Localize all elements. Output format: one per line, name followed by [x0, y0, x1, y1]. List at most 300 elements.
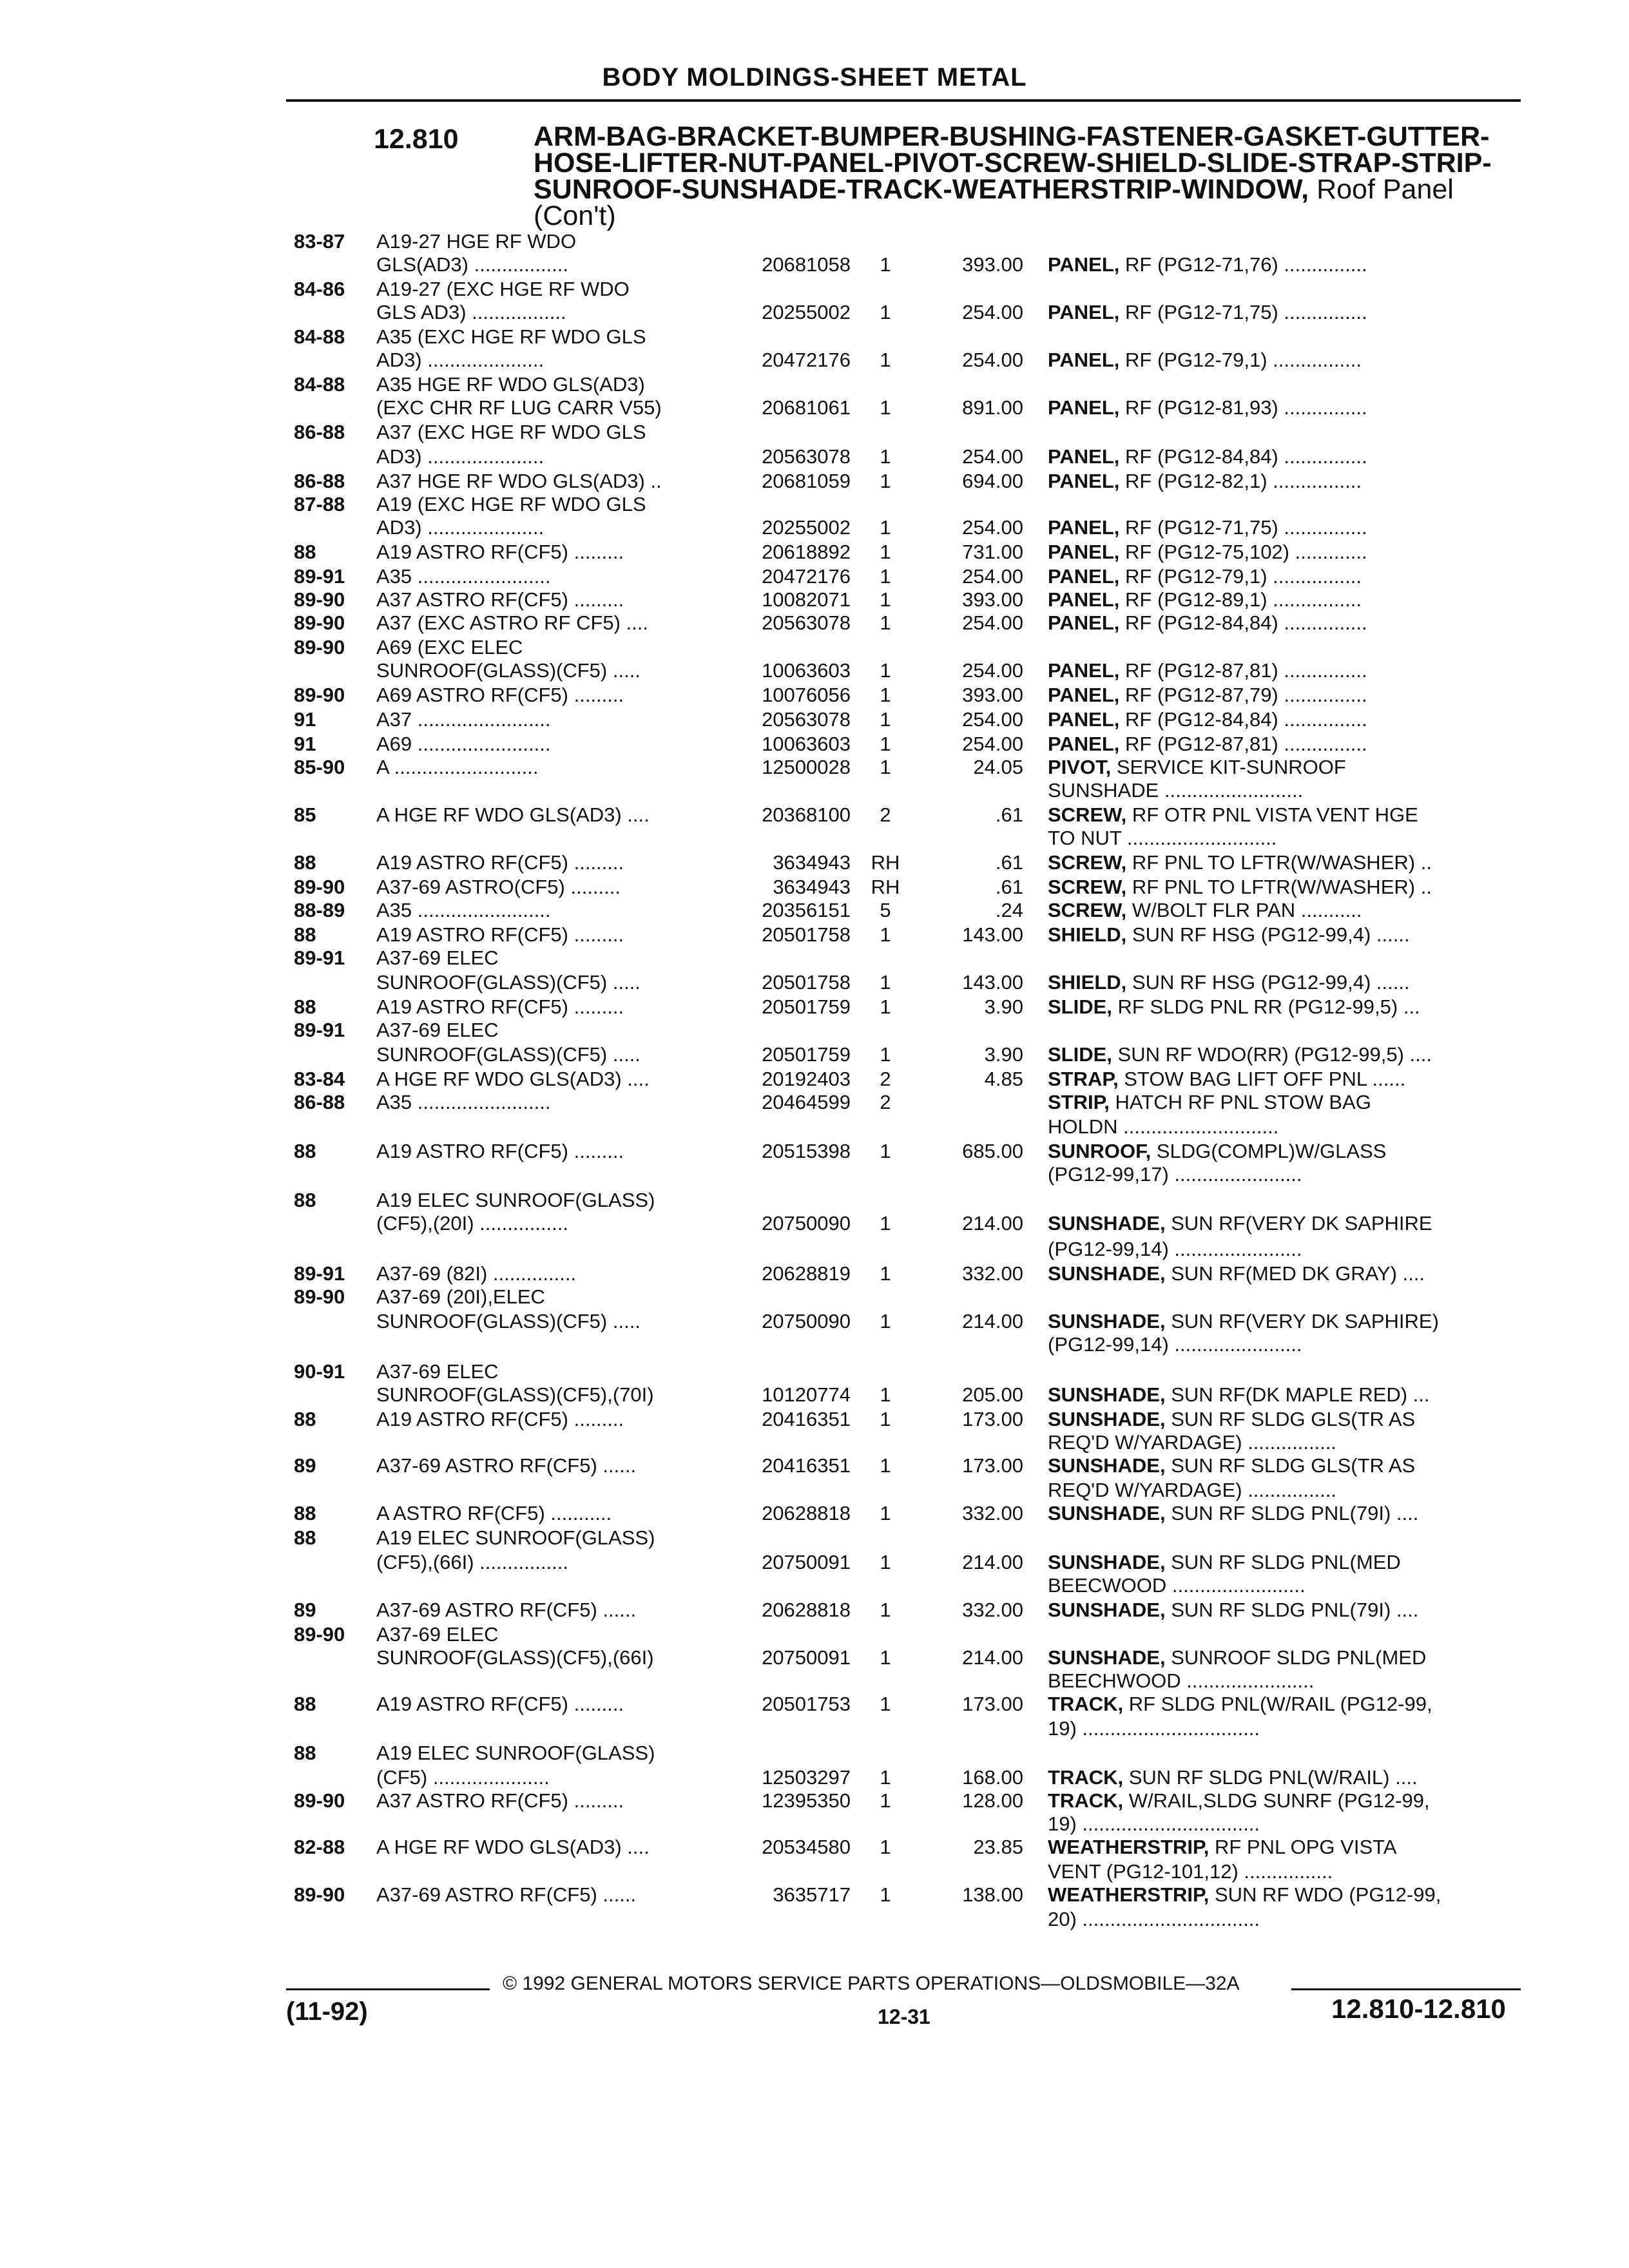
part-number: 20501759	[762, 1043, 851, 1066]
quantity: 1	[880, 470, 891, 492]
table-row	[0, 1067, 1629, 1091]
application: A37-69 ELEC	[376, 1019, 499, 1041]
part-number: 20501753	[762, 1693, 851, 1715]
table-row	[0, 1188, 1629, 1213]
table-row	[0, 1526, 1629, 1550]
description: SUNSHADE, SUN RF SLDG GLS(TR AS	[1048, 1454, 1416, 1477]
application: A ASTRO RF(CF5) ...........	[376, 1502, 612, 1524]
model-year: 85-90	[294, 756, 345, 778]
table-row	[0, 277, 1629, 302]
quantity: 5	[880, 899, 891, 921]
table-row	[0, 923, 1629, 947]
application: SUNROOF(GLASS)(CF5) .....	[376, 659, 641, 682]
model-year: 89-91	[294, 565, 345, 588]
table-row	[0, 1162, 1629, 1187]
footer-date: (11-92)	[286, 1997, 368, 2026]
table-row	[0, 778, 1629, 803]
application: A35 HGE RF WDO GLS(AD3)	[376, 373, 645, 396]
application: A37-69 ELEC	[376, 947, 499, 969]
application: (CF5) .....................	[376, 1766, 550, 1789]
price: 214.00	[962, 1646, 1023, 1669]
application: GLS(AD3) .................	[376, 253, 569, 276]
footer-section-range: 12.810-12.810	[1331, 1994, 1506, 2024]
model-year: 88-89	[294, 899, 345, 921]
table-row	[0, 300, 1629, 325]
table-row	[0, 1501, 1629, 1526]
description: PANEL, RF (PG12-84,84) ...............	[1048, 445, 1367, 468]
part-number: 20628818	[762, 1502, 851, 1524]
price: 138.00	[962, 1883, 1023, 1906]
price: 254.00	[962, 565, 1023, 588]
quantity: 1	[880, 971, 891, 994]
model-year: 89	[294, 1454, 316, 1477]
model-year: 85	[294, 803, 316, 826]
quantity: 1	[880, 1693, 891, 1715]
price: .61	[995, 803, 1023, 826]
part-number: 20750091	[762, 1551, 851, 1573]
application: A35 ........................	[376, 899, 551, 921]
price: 24.05	[973, 756, 1023, 778]
description: SUNSHADE, SUN RF SLDG PNL(79I) ....	[1048, 1502, 1419, 1524]
page-title: BODY MOLDINGS-SHEET METAL	[602, 63, 1027, 91]
model-year: 82-88	[294, 1836, 345, 1858]
price: .61	[995, 851, 1023, 874]
part-number: 20501758	[762, 923, 851, 946]
description: 19) ................................	[1048, 1812, 1260, 1835]
price: 393.00	[962, 253, 1023, 276]
table-row	[0, 492, 1629, 517]
table-row	[0, 970, 1629, 995]
description: 20) ................................	[1048, 1908, 1260, 1930]
part-number: 20750090	[762, 1310, 851, 1332]
table-row	[0, 1139, 1629, 1164]
table-row	[0, 445, 1629, 469]
quantity: 1	[880, 516, 891, 539]
price: 3.90	[984, 995, 1023, 1018]
application: A19-27 (EXC HGE RF WDO	[376, 278, 630, 300]
price: 254.00	[962, 445, 1023, 468]
price: 254.00	[962, 733, 1023, 755]
part-number: 20368100	[762, 803, 851, 826]
header-rule	[286, 99, 1521, 102]
table-row	[0, 469, 1629, 494]
footer-rule-right	[1291, 1988, 1521, 1990]
price: .61	[995, 876, 1023, 898]
application: A69 (EXC ELEC	[376, 636, 523, 658]
price: 214.00	[962, 1212, 1023, 1235]
model-year: 88	[294, 1693, 316, 1715]
description: PANEL, RF (PG12-71,76) ...............	[1048, 253, 1367, 276]
description: PANEL, RF (PG12-89,1) ................	[1048, 588, 1362, 611]
application: A ..........................	[376, 756, 539, 778]
price: .24	[995, 899, 1023, 921]
section-number: 12.810	[374, 124, 459, 155]
table-row	[0, 1669, 1629, 1693]
model-year: 88	[294, 995, 316, 1018]
application: A19 ELEC SUNROOF(GLASS)	[376, 1742, 655, 1764]
table-row	[0, 826, 1629, 850]
table-row	[0, 1430, 1629, 1455]
part-number: 3634943	[773, 876, 851, 898]
description: PANEL, RF (PG12-81,93) ...............	[1048, 396, 1367, 419]
quantity: 1	[880, 1140, 891, 1162]
part-number: 20501758	[762, 971, 851, 994]
table-row	[0, 540, 1629, 564]
description: PANEL, RF (PG12-79,1) ................	[1048, 349, 1362, 371]
quantity: 1	[880, 396, 891, 419]
part-number: 20681058	[762, 253, 851, 276]
table-row	[0, 803, 1629, 827]
model-year: 89-90	[294, 1883, 345, 1906]
table-row	[0, 564, 1629, 589]
section-heading-text: ARM-BAG-BRACKET-BUMPER-BUSHING-FASTENER-GASKET-GUTTER-HOSE-LIFTER-NUT-PANEL-PIVOT-SCREW-SHIELD-SLIDE-STRAP-STRIP-SUNROOF-SUNSHADE-TRACK-WEATHERSTRIP-WINDOW,	[534, 121, 1492, 205]
quantity: 1	[880, 301, 891, 323]
application: A19 ASTRO RF(CF5) .........	[376, 923, 624, 946]
application: A19 ASTRO RF(CF5) .........	[376, 1408, 624, 1430]
description: SUNROOF, SLDG(COMPL)W/GLASS	[1048, 1140, 1387, 1162]
price: 4.85	[984, 1068, 1023, 1090]
table-row	[0, 1598, 1629, 1622]
model-year: 84-86	[294, 278, 345, 300]
application: A19 ASTRO RF(CF5) .........	[376, 1140, 624, 1162]
quantity: 1	[880, 1599, 891, 1621]
table-row	[0, 946, 1629, 970]
part-number: 20192403	[762, 1068, 851, 1090]
table-row	[0, 1407, 1629, 1432]
model-year: 88	[294, 1140, 316, 1162]
price: 731.00	[962, 541, 1023, 563]
part-number: 20472176	[762, 565, 851, 588]
application: A37-69 (82I) ...............	[376, 1262, 577, 1285]
quantity: 1	[880, 1766, 891, 1789]
price: 128.00	[962, 1789, 1023, 1812]
price: 254.00	[962, 708, 1023, 731]
application: AD3) .....................	[376, 445, 545, 468]
application: A69 ........................	[376, 733, 551, 755]
part-number: 20534580	[762, 1836, 851, 1858]
quantity: 1	[880, 445, 891, 468]
quantity: 1	[880, 1383, 891, 1406]
model-year: 84-88	[294, 373, 345, 396]
part-number: 20416351	[762, 1454, 851, 1477]
description: PANEL, RF (PG12-84,84) ...............	[1048, 611, 1367, 634]
part-number: 20750090	[762, 1212, 851, 1235]
description: TO NUT ...........................	[1048, 827, 1277, 849]
application: AD3) .....................	[376, 516, 545, 539]
model-year: 89-90	[294, 1789, 345, 1812]
model-year: 86-88	[294, 1091, 345, 1113]
description: STRAP, STOW BAG LIFT OFF PNL ......	[1048, 1068, 1406, 1090]
quantity: 1	[880, 565, 891, 588]
description: PANEL, RF (PG12-87,79) ...............	[1048, 684, 1367, 706]
quantity: 1	[880, 1454, 891, 1477]
table-row	[0, 707, 1629, 732]
quantity: 2	[880, 1091, 891, 1113]
application: A37-69 ELEC	[376, 1360, 499, 1383]
application: SUNROOF(GLASS)(CF5) .....	[376, 971, 641, 994]
description: PANEL, RF (PG12-71,75) ...............	[1048, 516, 1367, 539]
quantity: 1	[880, 611, 891, 634]
description: SCREW, RF PNL TO LFTR(W/WASHER) ..	[1048, 876, 1432, 898]
description: REQ'D W/YARDAGE) ................	[1048, 1479, 1337, 1501]
model-year: 83-84	[294, 1068, 345, 1090]
footer-rule-left	[286, 1988, 490, 1990]
part-number: 10063603	[762, 733, 851, 755]
part-number: 12395350	[762, 1789, 851, 1812]
table-row	[0, 1043, 1629, 1067]
application: A19 ELEC SUNROOF(GLASS)	[376, 1526, 655, 1549]
model-year: 89-90	[294, 588, 345, 611]
price: 23.85	[973, 1836, 1023, 1858]
part-number: 20472176	[762, 349, 851, 371]
price: 143.00	[962, 971, 1023, 994]
model-year: 88	[294, 1526, 316, 1549]
application: A37 ASTRO RF(CF5) .........	[376, 588, 624, 611]
quantity: 1	[880, 1646, 891, 1669]
footer-copyright: © 1992 GENERAL MOTORS SERVICE PARTS OPERATIONS—OLDSMOBILE—32A	[503, 1973, 1240, 1994]
model-year: 88	[294, 1189, 316, 1211]
application: (CF5),(20I) ................	[376, 1212, 568, 1235]
table-row	[0, 1237, 1629, 1262]
description: PANEL, RF (PG12-82,1) ................	[1048, 470, 1362, 492]
price: 694.00	[962, 470, 1023, 492]
description: PANEL, RF (PG12-84,84) ...............	[1048, 708, 1367, 731]
model-year: 88	[294, 1502, 316, 1524]
part-number: 12503297	[762, 1766, 851, 1789]
table-row	[0, 1622, 1629, 1647]
table-row	[0, 658, 1629, 683]
application: A37 (EXC HGE RF WDO GLS	[376, 421, 646, 443]
table-row	[0, 1646, 1629, 1670]
table-row	[0, 1765, 1629, 1790]
quantity: 1	[880, 995, 891, 1018]
description: SCREW, RF OTR PNL VISTA VENT HGE	[1048, 803, 1418, 826]
description: PANEL, RF (PG12-87,81) ...............	[1048, 659, 1367, 682]
table-row	[0, 1716, 1629, 1741]
application: A19 ASTRO RF(CF5) .........	[376, 541, 624, 563]
description: (PG12-99,17) .......................	[1048, 1163, 1302, 1186]
model-year: 88	[294, 923, 316, 946]
description: HOLDN ............................	[1048, 1115, 1279, 1138]
application: GLS AD3) .................	[376, 301, 566, 323]
part-number: 20515398	[762, 1140, 851, 1162]
application: A35 ........................	[376, 565, 551, 588]
application: A19 ASTRO RF(CF5) .........	[376, 1693, 624, 1715]
table-row	[0, 1478, 1629, 1503]
quantity: 1	[880, 1836, 891, 1858]
price: 685.00	[962, 1140, 1023, 1162]
quantity: 1	[880, 1408, 891, 1430]
table-row	[0, 755, 1629, 780]
table-row	[0, 396, 1629, 420]
quantity: 1	[880, 1551, 891, 1573]
table-row	[0, 875, 1629, 899]
description: SUNSHADE, SUN RF SLDG GLS(TR AS	[1048, 1408, 1416, 1430]
part-number: 10076056	[762, 684, 851, 706]
part-number: 10063603	[762, 659, 851, 682]
quantity: 1	[880, 708, 891, 731]
part-number: 20464599	[762, 1091, 851, 1113]
application: A37-69 (20I),ELEC	[376, 1285, 545, 1308]
price: 254.00	[962, 659, 1023, 682]
application: SUNROOF(GLASS)(CF5) .....	[376, 1310, 641, 1332]
table-row	[0, 1285, 1629, 1309]
price: 332.00	[962, 1262, 1023, 1285]
description: PANEL, RF (PG12-75,102) .............	[1048, 541, 1367, 563]
quantity: 2	[880, 803, 891, 826]
quantity: 1	[880, 756, 891, 778]
quantity: RH	[871, 851, 900, 874]
quantity: RH	[871, 876, 900, 898]
price: 254.00	[962, 349, 1023, 371]
application: A37-69 ASTRO(CF5) .........	[376, 876, 621, 898]
part-number: 3634943	[773, 851, 851, 874]
application: A HGE RF WDO GLS(AD3) ....	[376, 1836, 650, 1858]
table-row	[0, 611, 1629, 635]
description: SUNSHADE, SUN RF SLDG PNL(79I) ....	[1048, 1599, 1419, 1621]
model-year: 86-88	[294, 470, 345, 492]
table-row	[0, 1090, 1629, 1115]
table-row	[0, 515, 1629, 540]
price: 254.00	[962, 516, 1023, 539]
table-row	[0, 1360, 1629, 1384]
table-row	[0, 1383, 1629, 1407]
application: A37 HGE RF WDO GLS(AD3) ..	[376, 470, 662, 492]
quantity: 1	[880, 1883, 891, 1906]
part-number: 20628819	[762, 1262, 851, 1285]
application: SUNROOF(GLASS)(CF5) .....	[376, 1043, 641, 1066]
footer-page-number: 12-31	[878, 2005, 930, 2028]
part-number: 20416351	[762, 1408, 851, 1430]
price: 214.00	[962, 1310, 1023, 1332]
part-number: 20563078	[762, 611, 851, 634]
table-row	[0, 898, 1629, 923]
quantity: 1	[880, 1212, 891, 1235]
model-year: 89-90	[294, 1285, 345, 1308]
part-number: 20618892	[762, 541, 851, 563]
price: 214.00	[962, 1551, 1023, 1573]
application: A19 (EXC HGE RF WDO GLS	[376, 493, 646, 515]
section-heading-suffix: Roof Panel (Con't)	[534, 174, 1454, 231]
description: SLIDE, RF SLDG PNL RR (PG12-99,5) ...	[1048, 995, 1420, 1018]
price: 254.00	[962, 301, 1023, 323]
section-heading	[534, 121, 1513, 231]
price: 3.90	[984, 1043, 1023, 1066]
part-number: 20255002	[762, 516, 851, 539]
table-row	[0, 1883, 1629, 1907]
quantity: 1	[880, 588, 891, 611]
application: A19 ASTRO RF(CF5) .........	[376, 995, 624, 1018]
description: STRIP, HATCH RF PNL STOW BAG	[1048, 1091, 1371, 1113]
model-year: 86-88	[294, 421, 345, 443]
table-row	[0, 325, 1629, 349]
model-year: 83-87	[294, 230, 345, 253]
table-row	[0, 588, 1629, 612]
table-row	[0, 372, 1629, 397]
table-row	[0, 1789, 1629, 1813]
price: 173.00	[962, 1408, 1023, 1430]
application: A37-69 ASTRO RF(CF5) ......	[376, 1454, 637, 1477]
quantity: 1	[880, 1043, 891, 1066]
part-number: 20681061	[762, 396, 851, 419]
application: SUNROOF(GLASS)(CF5),(66I)	[376, 1646, 654, 1669]
quantity: 1	[880, 349, 891, 371]
application: A19-27 HGE RF WDO	[376, 230, 577, 253]
description: SHIELD, SUN RF HSG (PG12-99,4) ......	[1048, 971, 1410, 994]
application: A37 ASTRO RF(CF5) .........	[376, 1789, 624, 1812]
description: TRACK, W/RAIL,SLDG SUNRF (PG12-99,	[1048, 1789, 1430, 1812]
table-row	[0, 1573, 1629, 1598]
price: 332.00	[962, 1599, 1023, 1621]
description: SUNSHADE, SUN RF SLDG PNL(MED	[1048, 1551, 1401, 1573]
part-number: 20356151	[762, 899, 851, 921]
model-year: 91	[294, 708, 316, 731]
application: A37 ........................	[376, 708, 551, 731]
description: VENT (PG12-101,12) ................	[1048, 1860, 1333, 1883]
description: SUNSHADE, SUN RF(VERY DK SAPHIRE)	[1048, 1310, 1439, 1332]
quantity: 1	[880, 1262, 891, 1285]
model-year: 87-88	[294, 493, 345, 515]
table-row	[0, 229, 1629, 254]
model-year: 89-90	[294, 1623, 345, 1646]
description: (PG12-99,14) .......................	[1048, 1333, 1302, 1356]
table-row	[0, 1211, 1629, 1236]
description: 19) ................................	[1048, 1717, 1260, 1740]
model-year: 89-91	[294, 1262, 345, 1285]
table-row	[0, 850, 1629, 875]
application: SUNROOF(GLASS)(CF5),(70I)	[376, 1383, 654, 1406]
description: WEATHERSTRIP, RF PNL OPG VISTA	[1048, 1836, 1397, 1858]
quantity: 1	[880, 733, 891, 755]
table-row	[0, 732, 1629, 756]
quantity: 2	[880, 1068, 891, 1090]
table-row	[0, 420, 1629, 445]
part-number: 20563078	[762, 445, 851, 468]
application: A19 ASTRO RF(CF5) .........	[376, 851, 624, 874]
table-row	[0, 1835, 1629, 1860]
description: SUNSHADE .........................	[1048, 779, 1304, 802]
description: SCREW, RF PNL TO LFTR(W/WASHER) ..	[1048, 851, 1432, 874]
application: A37-69 ELEC	[376, 1623, 499, 1646]
model-year: 88	[294, 1408, 316, 1430]
table-row	[0, 1550, 1629, 1575]
part-number: 20628818	[762, 1599, 851, 1621]
application: A37 (EXC ASTRO RF CF5) ....	[376, 611, 649, 634]
price: 254.00	[962, 611, 1023, 634]
table-row	[0, 253, 1629, 277]
description: TRACK, RF SLDG PNL(W/RAIL (PG12-99,	[1048, 1693, 1432, 1715]
price: 168.00	[962, 1766, 1023, 1789]
price: 173.00	[962, 1693, 1023, 1715]
quantity: 1	[880, 1502, 891, 1524]
part-number: 20750091	[762, 1646, 851, 1669]
description: PANEL, RF (PG12-87,81) ...............	[1048, 733, 1367, 755]
table-row	[0, 1115, 1629, 1139]
description: (PG12-99,14) .......................	[1048, 1238, 1302, 1260]
application: A HGE RF WDO GLS(AD3) ....	[376, 803, 650, 826]
table-row	[0, 683, 1629, 707]
part-number: 10082071	[762, 588, 851, 611]
quantity: 1	[880, 541, 891, 563]
price: 143.00	[962, 923, 1023, 946]
table-row	[0, 635, 1629, 660]
part-number: 20255002	[762, 301, 851, 323]
description: SUNSHADE, SUN RF(DK MAPLE RED) ...	[1048, 1383, 1430, 1406]
quantity: 1	[880, 1789, 891, 1812]
table-row	[0, 1332, 1629, 1357]
model-year: 89-91	[294, 947, 345, 969]
model-year: 90-91	[294, 1360, 345, 1383]
